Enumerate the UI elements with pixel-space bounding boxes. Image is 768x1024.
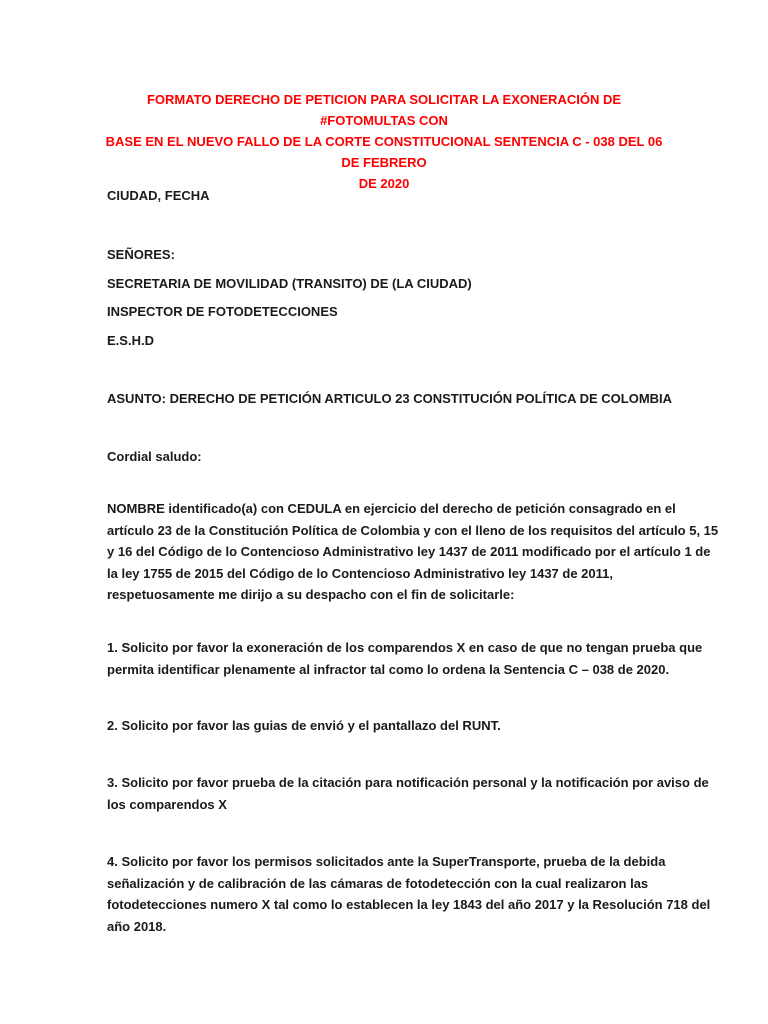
city-date: CIUDAD, FECHA: [107, 188, 210, 203]
title-line: BASE EN EL NUEVO FALLO DE LA CORTE CONSTITUCIONAL SENTENCIA C - 038 DEL 06 DE FEBRERO: [105, 134, 663, 170]
addressee-closing: E.S.H.D: [107, 333, 154, 348]
intro-paragraph: [107, 498, 719, 606]
paragraph-line: artículo 23 de la Constitución Política de Colombia y con el lleno de los requisitos del artículo 5, 15: [107, 522, 719, 538]
addressee-salutation: SEÑORES:: [107, 247, 175, 262]
paragraph-line: permita identificar plenamente al infractor tal como lo ordena la Sentencia C – 038 de 2020.: [107, 661, 670, 677]
request-4: [107, 851, 711, 937]
paragraph-line: señalización y de calibración de las cámaras de fotodetección con la cual realizaron las: [107, 875, 649, 891]
document-title: [100, 89, 668, 194]
paragraph-line: 1. Solicito por favor la exoneración de los comparendos X en caso de que no tengan prueba que: [107, 640, 703, 655]
paragraph-line: año 2018.: [107, 918, 167, 934]
paragraph-line: 4. Solicito por favor los permisos solicitados ante la SuperTransporte, prueba de la debida: [107, 854, 666, 869]
request-2: [107, 715, 669, 737]
title-line: DE 2020: [358, 176, 410, 191]
subject-line: ASUNTO: DERECHO DE PETICIÓN ARTICULO 23 CONSTITUCIÓN POLÍTICA DE COLOMBIA: [107, 391, 673, 406]
paragraph-line: NOMBRE identificado(a) con CEDULA en ejercicio del derecho de petición consagrado en el: [107, 501, 676, 516]
addressee-entity: SECRETARIA DE MOVILIDAD (TRANSITO) DE (LA CIUDAD): [107, 276, 472, 291]
paragraph-line: fotodetecciones numero X tal como lo establecen la ley 1843 del año 2017 y la Resolución 718 del: [107, 897, 711, 912]
request-3: [107, 772, 709, 815]
request-1: [107, 637, 703, 680]
paragraph-line: y 16 del Código de lo Contencioso Administrativo ley 1437 de 2011 modificado por el artículo 1 de: [107, 544, 711, 559]
paragraph-line: 3. Solicito por favor prueba de la citación para notificación personal y la notificación por aviso de: [107, 775, 709, 790]
title-line: FORMATO DERECHO DE PETICION PARA SOLICITAR LA EXONERACIÓN DE #FOTOMULTAS CON: [146, 92, 622, 128]
paragraph-line: los comparendos X: [107, 796, 227, 812]
addressee-position: INSPECTOR DE FOTODETECCIONES: [107, 304, 338, 319]
paragraph-line: 2. Solicito por favor las guias de envió y el pantallazo del RUNT.: [107, 718, 501, 733]
paragraph-line: la ley 1755 de 2015 del Código de lo Contencioso Administrativo ley 1437 de 2011,: [107, 565, 613, 581]
paragraph-line: respetuosamente me dirijo a su despacho con el fin de solicitarle:: [107, 587, 515, 602]
greeting: Cordial saludo:: [107, 449, 202, 464]
